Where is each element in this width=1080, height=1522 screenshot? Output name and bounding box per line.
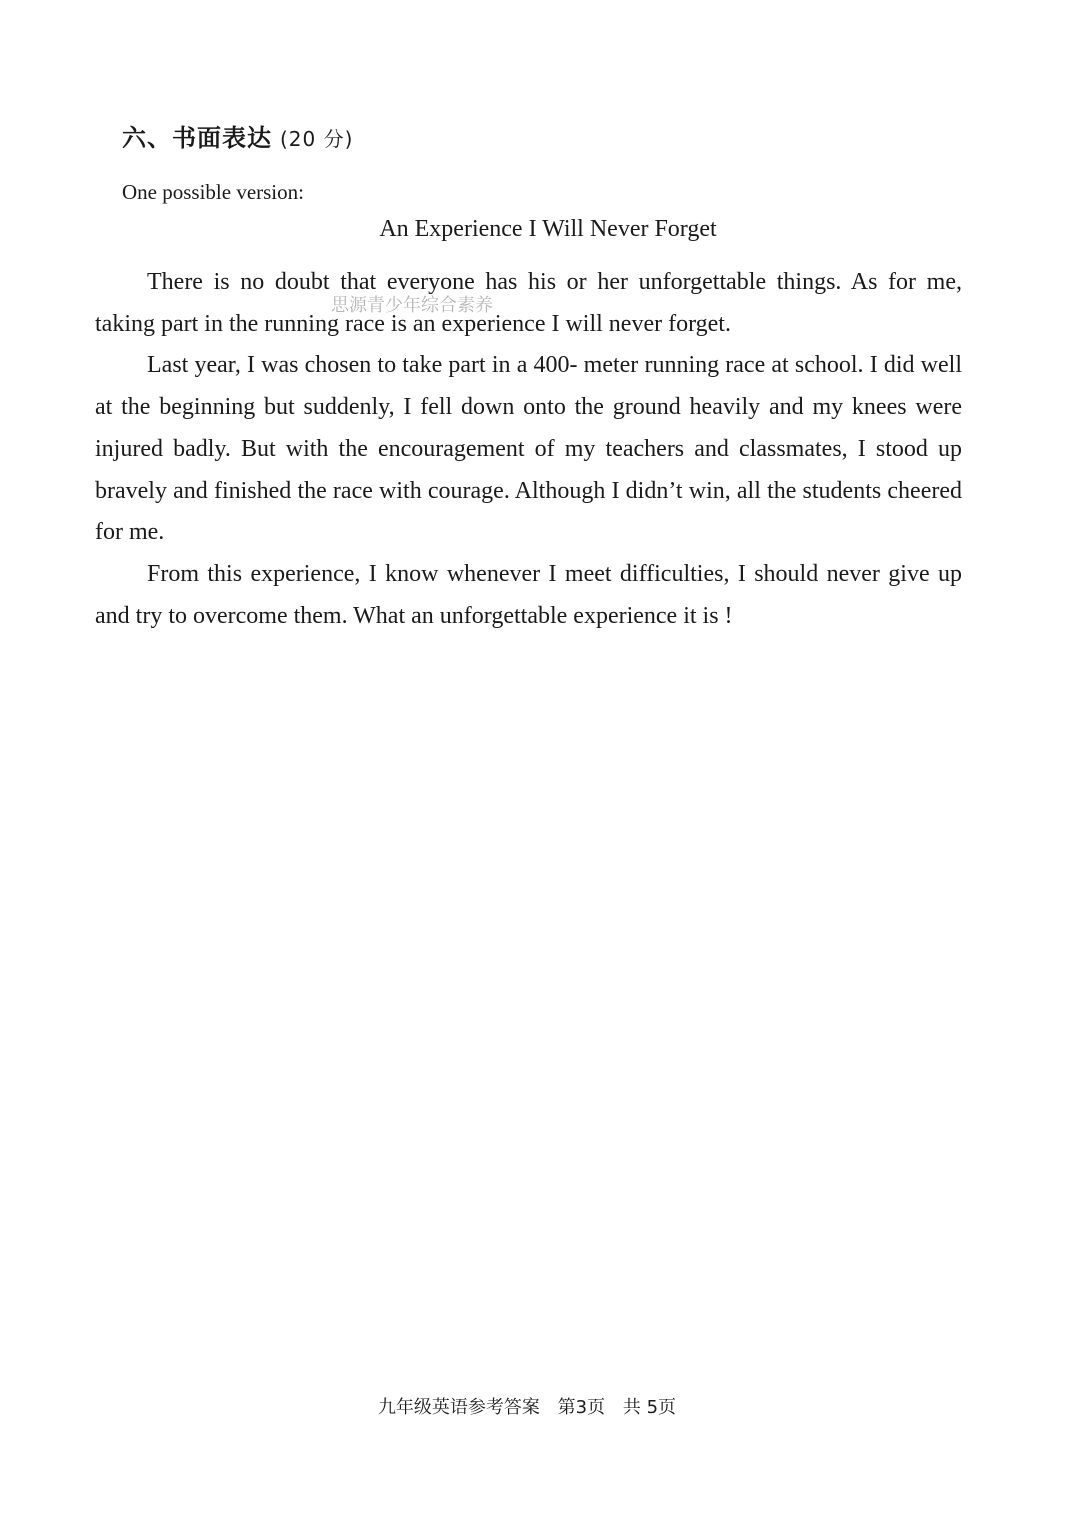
footer-doc-name: 九年级英语参考答案 — [377, 1397, 540, 1418]
essay-paragraph: There is no doubt that everyone has his or her unforgettable things. As for me, taking part in the running race is an experience I will never forget. — [95, 269, 962, 337]
essay-paragraph: From this experience, I know whenever I meet difficulties, I should never give up and try to overcome them. What an unforgettable experience it is ! — [95, 560, 962, 629]
watermark: 思源青少年综合素养 — [331, 295, 493, 316]
section-heading — [122, 118, 353, 153]
footer-total-pages: 共 5页 — [622, 1397, 677, 1418]
version-label: One possible version: — [122, 180, 304, 204]
essay-title: An Experience I Will Never Forget — [379, 216, 717, 242]
page-footer — [0, 1393, 1054, 1419]
essay-paragraph: Last year, I was chosen to take part in a 400- meter running race at school. I did well at the beginning but suddenly, I fell down onto the ground heavily and my knees were injured badly. But with the encouragement of my teachers and classmates, I stood up bravely and finished the race with courage. Although I didn’t win, all the students cheered for me. — [95, 352, 962, 546]
essay-body — [95, 262, 962, 637]
footer-page-number: 第3页 — [557, 1397, 606, 1418]
section-score: (20 分) — [280, 127, 354, 151]
section-heading-text: 六、书面表达 — [122, 124, 272, 152]
